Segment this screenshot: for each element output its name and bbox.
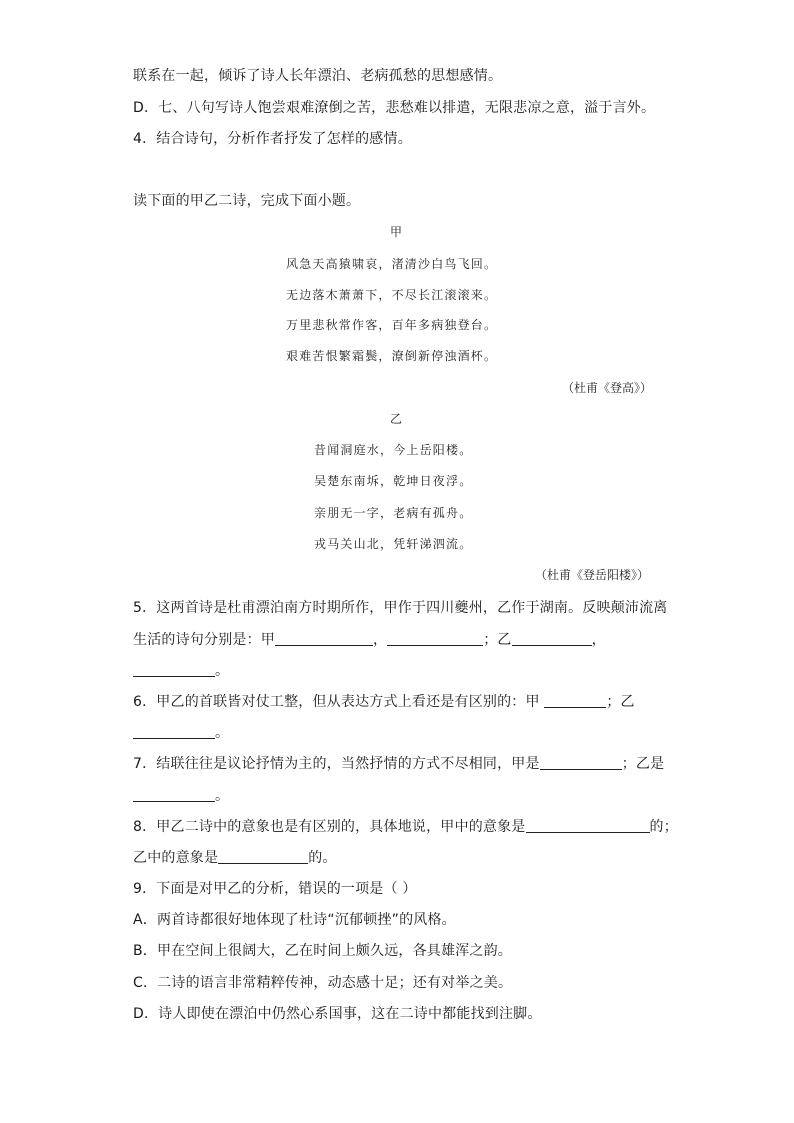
poem-b-title: 乙 [390,412,403,426]
poem-b-line: 吴楚东南坼，乾坤日夜浮。 [314,474,473,488]
poem-a-title: 甲 [390,225,403,239]
question-7-line1 [133,754,664,774]
q6-end: 。 [215,725,230,741]
q5-text-a: 生活的诗句分别是：甲 [133,632,275,648]
answer-blank[interactable] [133,724,215,739]
q5-semi: ；乙 [483,632,512,648]
q6-text-a: 6．甲乙的首联皆对仗工整，但从表达方式上看还是有区别的：甲 [133,694,545,710]
question-5-line2 [133,630,606,650]
q5-comma-1: ， [373,632,388,648]
choice-option-c[interactable]: C．二诗的语言非常精粹传神，动态感十足；还有对举之美。 [133,975,513,991]
question-4: 4．结合诗句，分析作者抒发了怎样的感情。 [133,131,412,147]
answer-blank[interactable] [133,787,215,802]
poem-a-attribution: （杜甫《登高》） [562,381,653,395]
q8-text-b: 的； [649,819,678,835]
q7-text-a: 7．结联往往是议论抒情为主的，当然抒情的方式不尽相同，甲是 [133,756,540,772]
question-6-line2 [133,723,229,743]
choice-option-b[interactable]: B．甲在空间上很阔大，乙在时间上颇久远，各具雄浑之韵。 [133,943,513,959]
q5-comma-2: ， [591,632,606,648]
q6-text-b: ；乙 [606,694,635,710]
answer-blank[interactable] [133,662,215,677]
choice-option-d[interactable]: D．诗人即使在漂泊中仍然心系国事，这在二诗中都能找到注脚。 [133,1006,542,1022]
answer-blank[interactable] [218,849,308,864]
question-9-stem: 9．下面是对甲乙的分析，错误的一项是（ ） [133,881,417,897]
poem-a-line: 风急天高猿啸哀，渚清沙白鸟飞回。 [286,257,498,271]
question-5-line3 [133,661,229,681]
poem-b-line: 戎马关山北，凭轩涕泗流。 [314,537,473,551]
question-8-line1 [133,817,678,837]
poem-a-line: 艰难苦恨繁霜鬓，潦倒新停浊酒杯。 [286,349,498,363]
question-7-line2 [133,786,229,806]
poem-b-line: 亲朋无一字，老病有孤舟。 [314,506,473,520]
q8-text-a: 8．甲乙二诗中的意象也是有区别的，具体地说，甲中的意象是 [133,819,526,835]
poem-a-line: 无边落木萧萧下，不尽长江滚滚来。 [286,288,498,302]
answer-blank[interactable] [512,631,592,646]
answer-blank[interactable] [387,631,483,646]
pre-text-line: 联系在一起，倾诉了诗人长年漂泊、老病孤愁的思想感情。 [133,68,503,84]
q7-text-b: ；乙是 [621,756,665,772]
question-5-line1: 5．这两首诗是杜甫漂泊南方时期所作，甲作于四川夔州，乙作于湖南。反映颠沛流离 [133,600,668,616]
q7-end: 。 [215,788,230,804]
answer-blank[interactable] [526,818,650,833]
option-d: D．七、八句写诗人饱尝艰难潦倒之苦，悲愁难以排遣，无限悲凉之意，溢于言外。 [133,100,656,116]
q8-text-d: 的。 [308,850,337,866]
answer-blank[interactable] [275,631,373,646]
choice-option-a[interactable]: A．两首诗都很好地体现了杜诗“沉郁顿挫”的风格。 [133,912,456,928]
poem-a-line: 万里悲秋常作客，百年多病独登台。 [286,318,498,332]
question-8-line2 [133,848,337,868]
answer-blank[interactable] [540,755,622,770]
poem-b-line: 昔闻洞庭水，今上岳阳楼。 [314,443,473,457]
answer-blank[interactable] [544,693,606,708]
q5-end: 。 [215,663,230,679]
question-6-line1 [133,692,635,712]
q8-text-c: 乙中的意象是 [133,850,219,866]
poem-b-attribution: （杜甫《登岳阳楼》） [535,568,650,582]
reading-intro: 读下面的甲乙二诗，完成下面小题。 [133,193,361,209]
